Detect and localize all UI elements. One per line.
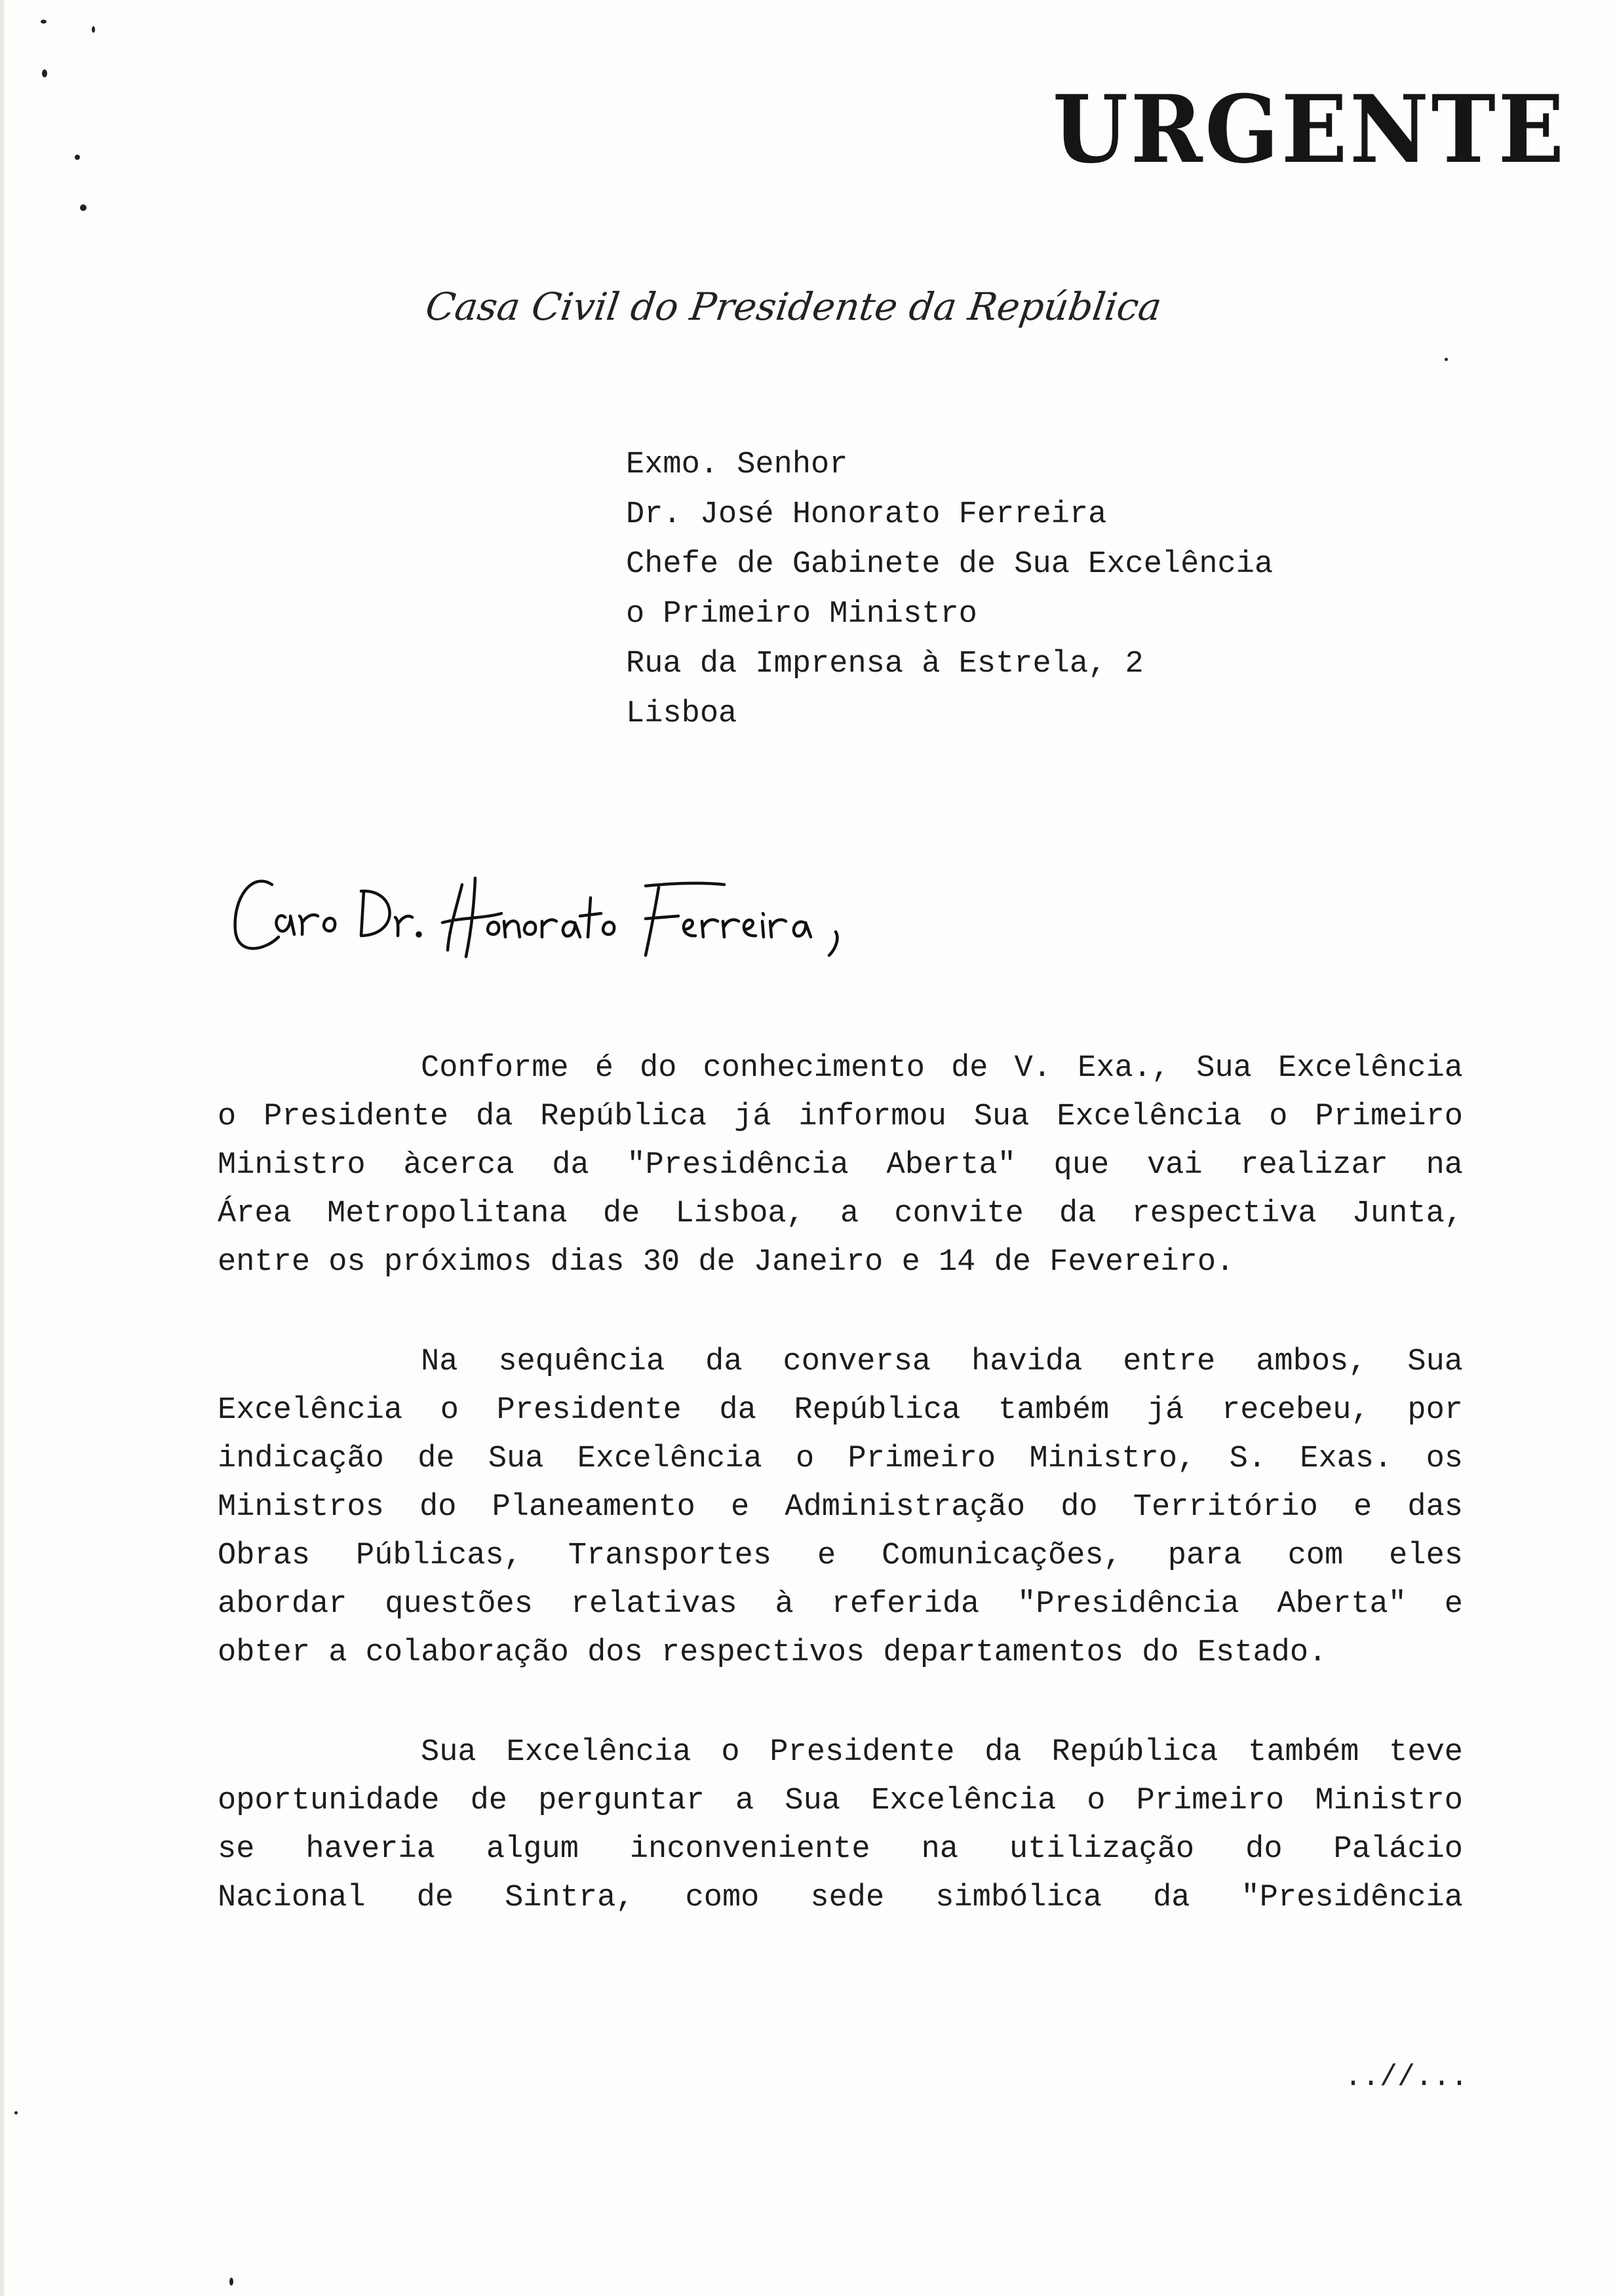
address-line: Lisboa — [626, 697, 737, 731]
text-line: Excelência o Presidente da República também já recebeu, por — [218, 1393, 1463, 1428]
text-line: Ministros do Planeamento e Administração do Território e das — [218, 1490, 1463, 1525]
letterhead: Casa Civil do Presidente da República — [423, 284, 1165, 329]
text-line: Obras Públicas, Transportes e Comunicações, para com eles — [218, 1539, 1463, 1573]
urgent-stamp: URGENTE — [1053, 75, 1567, 184]
scan-speck — [14, 2111, 18, 2114]
text-line: oportunidade de perguntar a Sua Excelência o Primeiro Ministro — [218, 1784, 1463, 1818]
paragraph — [218, 1338, 1463, 1677]
text-line: Conforme é do conhecimento de V. Exa., Sua Excelência — [421, 1051, 1463, 1086]
text-line: Sua Excelência o Presidente da República também teve — [421, 1735, 1463, 1770]
text-line: se haveria algum inconveniente na utilização do Palácio — [218, 1832, 1463, 1867]
text-line: indicação de Sua Excelência o Primeiro Ministro, S. Exas. os — [218, 1442, 1463, 1476]
scan-speck — [75, 155, 80, 160]
scan-speck — [1445, 358, 1448, 361]
handwritten-salutation — [226, 845, 921, 976]
paragraph — [218, 1729, 1463, 1923]
scan-speck — [229, 2278, 233, 2286]
address-line: Dr. José Honorato Ferreira — [626, 497, 1107, 532]
text-line: Na sequência da conversa havida entre ambos, Sua — [421, 1345, 1463, 1379]
text-line: Nacional de Sintra, como sede simbólica da "Presidência — [218, 1881, 1463, 1915]
address-line: Chefe de Gabinete de Sua Excelência — [626, 547, 1274, 582]
page-continuation-mark: ..//... — [1344, 2061, 1468, 2094]
address-line: Rua da Imprensa à Estrela, 2 — [626, 647, 1144, 681]
recipient-address — [626, 440, 1412, 739]
scan-speck — [42, 69, 47, 77]
page-edge-shadow — [0, 0, 4, 2296]
scan-speck — [80, 204, 87, 211]
address-line: o Primeiro Ministro — [626, 597, 977, 632]
address-line: Exmo. Senhor — [626, 448, 848, 482]
text-line: Ministro àcerca da "Presidência Aberta" que vai realizar na — [218, 1148, 1463, 1183]
scan-speck — [92, 26, 95, 33]
text-line: Área Metropolitana de Lisboa, a convite da respectiva Junta, — [218, 1196, 1463, 1231]
letter-body — [218, 1044, 1463, 1974]
scan-speck — [41, 20, 47, 24]
text-line: abordar questões relativas à referida "Presidência Aberta" e — [218, 1587, 1463, 1622]
salutation-scribble — [226, 845, 921, 976]
paragraph — [218, 1044, 1463, 1287]
text-line: entre os próximos dias 30 de Janeiro e 14 de Fevereiro. — [218, 1245, 1235, 1280]
text-line: obter a colaboração dos respectivos departamentos do Estado. — [218, 1636, 1327, 1670]
text-line: o Presidente da República já informou Sua Excelência o Primeiro — [218, 1100, 1463, 1134]
